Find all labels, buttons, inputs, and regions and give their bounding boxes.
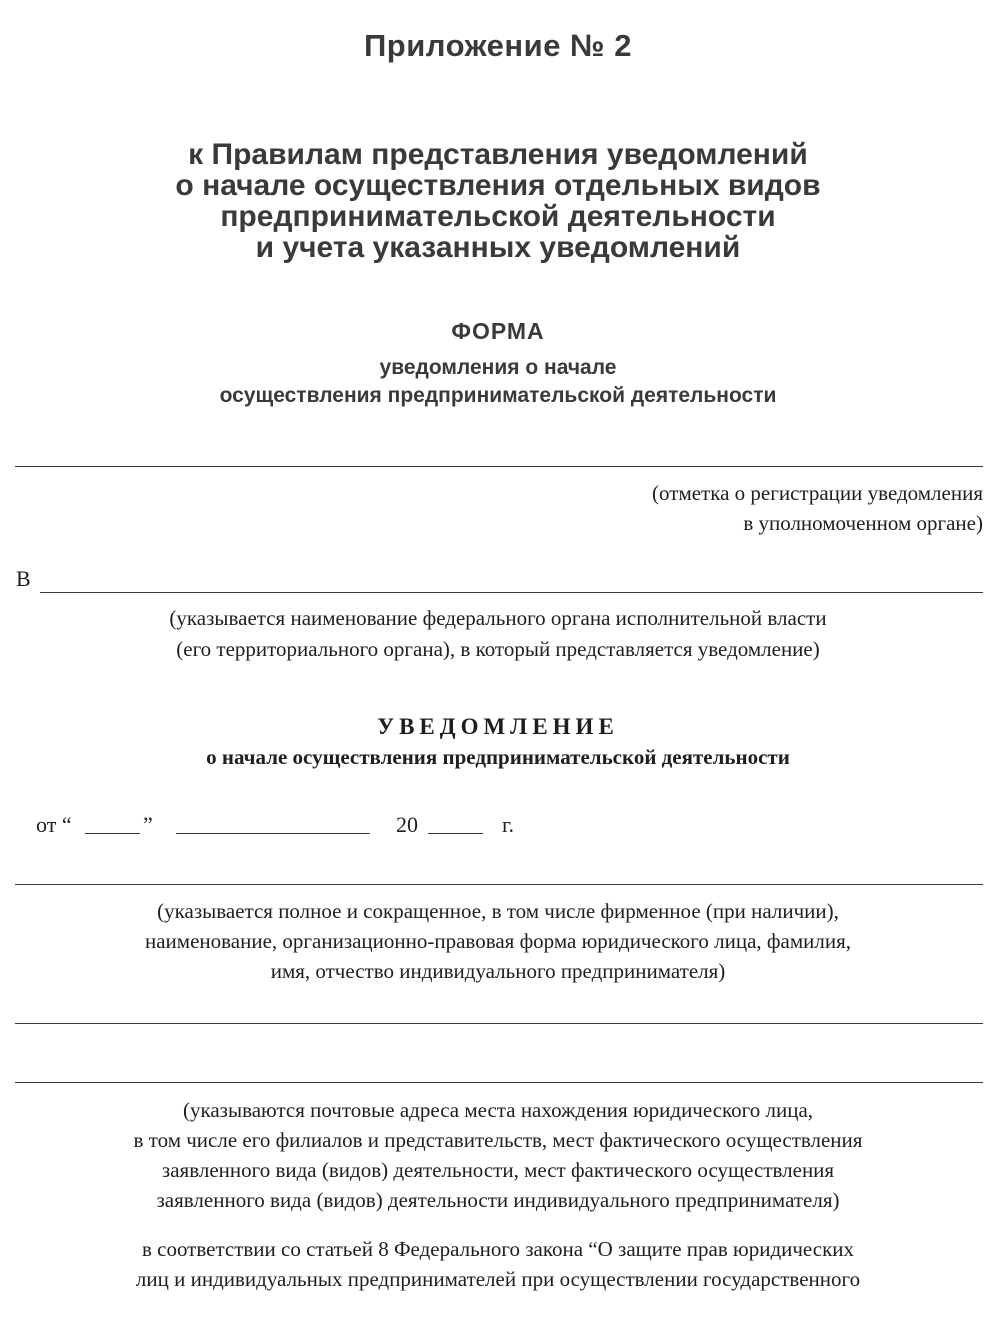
rules-title-line-3: предпринимательской деятельности bbox=[220, 200, 776, 233]
registration-note-line-1: (отметка о регистрации уведомления bbox=[652, 481, 983, 505]
date-month-line bbox=[176, 833, 370, 834]
notice-heading: УВЕДОМЛЕНИЕ bbox=[377, 714, 619, 739]
law-text-line-2: лиц и индивидуальных предпринимателей при осуществлении государственного bbox=[135, 1267, 861, 1291]
address-line-2 bbox=[15, 1082, 983, 1083]
form-subtitle-line-1: уведомления о начале bbox=[379, 356, 617, 379]
address-note-line-3: заявленного вида (видов) деятельности, мест фактического осуществления bbox=[161, 1158, 835, 1182]
recipient-prefix: В bbox=[16, 566, 31, 591]
date-year-suffix: г. bbox=[502, 812, 515, 837]
entity-note-line-1: (указывается полное и сокращенное, в том числе фирменное (при наличии), bbox=[157, 899, 839, 923]
law-text-line-1: в соответствии со статьей 8 Федерального закона “О защите прав юридических bbox=[141, 1237, 855, 1261]
date-year-prefix: 20 bbox=[396, 812, 418, 837]
address-note-line-2: в том числе его филиалов и представительств, мест фактического осуществления bbox=[133, 1128, 863, 1152]
form-word: ФОРМА bbox=[451, 318, 545, 344]
address-note-line-4: заявленного вида (видов) деятельности индивидуального предпринимателя) bbox=[156, 1188, 840, 1212]
date-day-line bbox=[85, 833, 140, 834]
date-from-label: от “ bbox=[36, 812, 72, 837]
address-note-line-1: (указываются почтовые адреса места нахождения юридического лица, bbox=[182, 1098, 814, 1122]
form-subtitle-line-2: осуществления предпринимательской деятельности bbox=[219, 384, 777, 407]
date-quote-close: ” bbox=[143, 812, 153, 837]
entity-note-line-2: наименование, организационно-правовая форма юридического лица, фамилия, bbox=[145, 929, 851, 953]
recipient-line bbox=[40, 592, 983, 593]
rules-title-line-2: о начале осуществления отдельных видов bbox=[175, 169, 821, 202]
notice-subheading: о начале осуществления предпринимательской деятельности bbox=[206, 745, 790, 769]
recipient-note-line-1: (указывается наименование федерального органа исполнительной власти bbox=[169, 606, 827, 630]
registration-line bbox=[15, 466, 983, 467]
rules-title-line-4: и учета указанных уведомлений bbox=[255, 231, 741, 264]
date-year-line bbox=[428, 833, 483, 834]
rules-title-line-1: к Правилам представления уведомлений bbox=[188, 138, 808, 171]
entity-note-line-3: имя, отчество индивидуального предпринимателя) bbox=[270, 959, 726, 983]
address-line-1 bbox=[15, 1023, 983, 1024]
registration-note-line-2: в уполномоченном органе) bbox=[743, 511, 983, 535]
recipient-note-line-2: (его территориального органа), в который представляется уведомление) bbox=[176, 637, 820, 661]
appendix-title: Приложение № 2 bbox=[364, 28, 632, 63]
entity-line bbox=[15, 884, 983, 885]
